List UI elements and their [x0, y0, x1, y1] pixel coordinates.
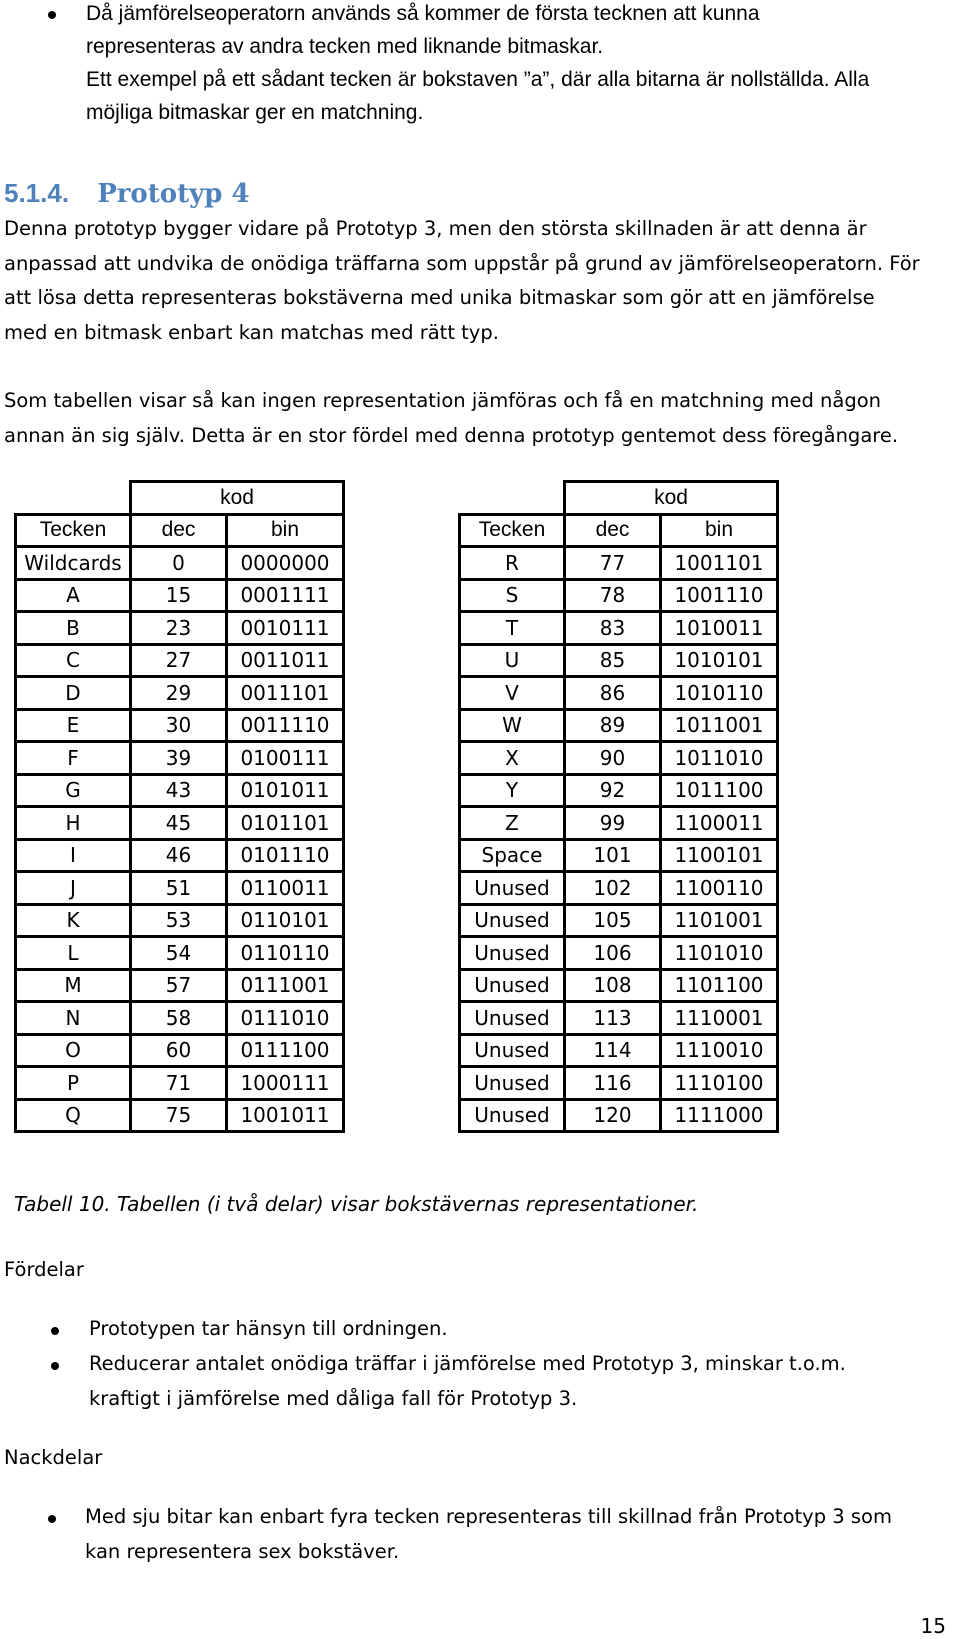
disadvantage-item-1: [85, 1500, 892, 1569]
table-cell-tecken: Unused: [460, 969, 565, 1002]
table-blank-cell: [16, 482, 131, 515]
table-cell-tecken: Unused: [460, 1067, 565, 1100]
page-number: 15: [920, 1614, 946, 1638]
table-group-header: kod: [565, 482, 778, 515]
table-row: [16, 774, 344, 807]
table-cell-bin: 0100111: [227, 742, 344, 775]
table-cell-bin: 1101100: [661, 969, 778, 1002]
table-cell-tecken: I: [16, 839, 131, 872]
table-cell-bin: 1100110: [661, 872, 778, 905]
table-cell-dec: 58: [131, 1002, 227, 1035]
table-cell-dec: 86: [565, 677, 661, 710]
table-row: [16, 1067, 344, 1100]
table-row: [460, 969, 778, 1002]
table-header-bin: bin: [227, 514, 344, 547]
table-cell-bin: 1101010: [661, 937, 778, 970]
table-cell-tecken: Unused: [460, 872, 565, 905]
table-cell-tecken: S: [460, 579, 565, 612]
table-cell-dec: 116: [565, 1067, 661, 1100]
table-cell-bin: 1011100: [661, 774, 778, 807]
table-cell-bin: 0111010: [227, 1002, 344, 1035]
table-cell-dec: 75: [131, 1099, 227, 1132]
table-cell-tecken: Q: [16, 1099, 131, 1132]
table-cell-dec: 29: [131, 677, 227, 710]
table-cell-bin: 1010110: [661, 677, 778, 710]
table-cell-tecken: R: [460, 547, 565, 580]
table-row: [460, 709, 778, 742]
table-cell-bin: 0000000: [227, 547, 344, 580]
table-row: [460, 1002, 778, 1035]
table-cell-bin: 1110010: [661, 1034, 778, 1067]
table-cell-tecken: V: [460, 677, 565, 710]
paragraph-1-line: Denna prototyp bygger vidare på Prototyp 3, men den största skillnaden är att denna är: [4, 217, 867, 240]
table-row: [16, 1002, 344, 1035]
table-cell-dec: 60: [131, 1034, 227, 1067]
table-cell-tecken: G: [16, 774, 131, 807]
table-row: [16, 742, 344, 775]
table-cell-dec: 99: [565, 807, 661, 840]
table-cell-tecken: Unused: [460, 1034, 565, 1067]
table-cell-dec: 108: [565, 969, 661, 1002]
table-cell-bin: 1010101: [661, 644, 778, 677]
table-cell-bin: 0101110: [227, 839, 344, 872]
paragraph-1-line: med en bitmask enbart kan matchas med rätt typ.: [4, 320, 499, 344]
table-cell-dec: 101: [565, 839, 661, 872]
table-cell-bin: 0110110: [227, 937, 344, 970]
table-row: [460, 1099, 778, 1132]
table-cell-dec: 83: [565, 612, 661, 645]
table-cell-dec: 57: [131, 969, 227, 1002]
table-cell-dec: 102: [565, 872, 661, 905]
table-cell-dec: 39: [131, 742, 227, 775]
table-cell-tecken: B: [16, 612, 131, 645]
table-cell-bin: 1011010: [661, 742, 778, 775]
table-cell-bin: 0101011: [227, 774, 344, 807]
advantage-item-2-line: Reducerar antalet onödiga träffar i jämförelse med Prototyp 3, minskar t.o.m.: [89, 1352, 846, 1375]
table-cell-bin: 1001101: [661, 547, 778, 580]
table-cell-dec: 71: [131, 1067, 227, 1100]
table-row: [460, 742, 778, 775]
table-blank-cell: [460, 482, 565, 515]
table-row: [460, 872, 778, 905]
table-row: [460, 807, 778, 840]
table-cell-bin: 1100101: [661, 839, 778, 872]
paragraph-2: [4, 384, 898, 453]
table-cell-dec: 106: [565, 937, 661, 970]
table-row: [460, 644, 778, 677]
advantage-item-2-line: kraftigt i jämförelse med dåliga fall för Prototyp 3.: [89, 1386, 578, 1410]
table-cell-dec: 90: [565, 742, 661, 775]
intro-line-3: Ett exempel på ett sådant tecken är bokstaven ”a”, där alla bitarna är nollställda. Alla: [86, 68, 870, 91]
table-cell-bin: 1001011: [227, 1099, 344, 1132]
advantages-heading: Fördelar: [4, 1258, 84, 1281]
table-row: [460, 937, 778, 970]
table-cell-dec: 23: [131, 612, 227, 645]
table-cell-bin: 1100011: [661, 807, 778, 840]
table-cell-tecken: X: [460, 742, 565, 775]
table-cell-bin: 0101101: [227, 807, 344, 840]
table-cell-dec: 46: [131, 839, 227, 872]
table-cell-dec: 78: [565, 579, 661, 612]
table-cell-bin: 0111100: [227, 1034, 344, 1067]
table-row: [16, 579, 344, 612]
table-cell-dec: 43: [131, 774, 227, 807]
table-row: [16, 839, 344, 872]
table-header-dec: dec: [565, 514, 661, 547]
table-cell-bin: 1110001: [661, 1002, 778, 1035]
table-cell-tecken: D: [16, 677, 131, 710]
table-cell-tecken: O: [16, 1034, 131, 1067]
table-row: [16, 1034, 344, 1067]
table-cell-tecken: L: [16, 937, 131, 970]
table-cell-tecken: A: [16, 579, 131, 612]
table-row: [460, 839, 778, 872]
table-cell-tecken: Unused: [460, 904, 565, 937]
table-cell-tecken: Wildcards: [16, 547, 131, 580]
table-cell-tecken: E: [16, 709, 131, 742]
table-header-dec: dec: [131, 514, 227, 547]
table-row: [16, 872, 344, 905]
table-cell-bin: 0011011: [227, 644, 344, 677]
table-cell-bin: 0111001: [227, 969, 344, 1002]
table-cell-tecken: Space: [460, 839, 565, 872]
table-cell-bin: 1001110: [661, 579, 778, 612]
advantage-item-2: [89, 1347, 846, 1416]
table-row: [16, 937, 344, 970]
paragraph-2-line: Som tabellen visar så kan ingen representation jämföras och få en matchning med någon: [4, 389, 882, 412]
table-cell-tecken: W: [460, 709, 565, 742]
disadvantage-item-1-line: Med sju bitar kan enbart fyra tecken representeras till skillnad från Prototyp 3 som: [85, 1505, 892, 1528]
table-cell-dec: 120: [565, 1099, 661, 1132]
table-cell-bin: 0001111: [227, 579, 344, 612]
table-cell-dec: 30: [131, 709, 227, 742]
section-title: Prototyp 4: [97, 179, 250, 209]
table-cell-tecken: Unused: [460, 1099, 565, 1132]
table-cell-dec: 113: [565, 1002, 661, 1035]
table-cell-dec: 92: [565, 774, 661, 807]
table-cell-tecken: U: [460, 644, 565, 677]
table-caption: Tabell 10. Tabellen (i två delar) visar bokstävernas representationer.: [14, 1192, 699, 1216]
table-cell-bin: 0011110: [227, 709, 344, 742]
table-cell-tecken: P: [16, 1067, 131, 1100]
table-cell-bin: 0110101: [227, 904, 344, 937]
bullet-icon: [51, 1362, 59, 1370]
section-heading: [4, 178, 250, 209]
table-row: [460, 677, 778, 710]
bullet-icon: [48, 1515, 56, 1523]
table-row: [16, 904, 344, 937]
table-row: [460, 579, 778, 612]
table-cell-bin: 1101001: [661, 904, 778, 937]
bullet-icon: [51, 1327, 59, 1335]
table-cell-tecken: Z: [460, 807, 565, 840]
table-group-header: kod: [131, 482, 344, 515]
intro-line-4: möjliga bitmaskar ger en matchning.: [86, 101, 424, 124]
disadvantage-item-1-line: kan representera sex bokstäver.: [85, 1539, 400, 1563]
table-cell-tecken: K: [16, 904, 131, 937]
disadvantages-heading: Nackdelar: [4, 1446, 103, 1469]
table-cell-bin: 1110100: [661, 1067, 778, 1100]
code-table-left: [14, 480, 345, 1133]
table-header-tecken: Tecken: [460, 514, 565, 547]
paragraph-1-line: att lösa detta representeras bokstäverna med unika bitmaskar som gör att en jämförelse: [4, 286, 875, 309]
table-cell-bin: 0010111: [227, 612, 344, 645]
table-header-tecken: Tecken: [16, 514, 131, 547]
table-cell-dec: 77: [565, 547, 661, 580]
table-cell-tecken: Y: [460, 774, 565, 807]
table-cell-bin: 1111000: [661, 1099, 778, 1132]
table-cell-dec: 51: [131, 872, 227, 905]
table-cell-bin: 0011101: [227, 677, 344, 710]
table-cell-dec: 27: [131, 644, 227, 677]
table-cell-bin: 1010011: [661, 612, 778, 645]
bullet-icon: [48, 11, 56, 19]
table-row: [16, 677, 344, 710]
table-cell-dec: 45: [131, 807, 227, 840]
section-number: 5.1.4.: [4, 178, 70, 208]
table-row: [460, 612, 778, 645]
table-cell-dec: 15: [131, 579, 227, 612]
paragraph-2-line: annan än sig själv. Detta är en stor fördel med denna prototyp gentemot dess föregångare.: [4, 423, 899, 447]
table-cell-dec: 53: [131, 904, 227, 937]
table-cell-tecken: N: [16, 1002, 131, 1035]
table-row: [16, 644, 344, 677]
table-cell-tecken: C: [16, 644, 131, 677]
table-cell-bin: 1000111: [227, 1067, 344, 1100]
advantage-item-1: Prototypen tar hänsyn till ordningen.: [89, 1317, 448, 1340]
table-cell-tecken: H: [16, 807, 131, 840]
table-row: [16, 547, 344, 580]
table-row: [460, 904, 778, 937]
table-cell-dec: 54: [131, 937, 227, 970]
intro-line-2: representeras av andra tecken med liknande bitmaskar.: [86, 35, 604, 58]
table-cell-bin: 1011001: [661, 709, 778, 742]
table-cell-tecken: T: [460, 612, 565, 645]
intro-line-1: Då jämförelseoperatorn används så kommer de första tecknen att kunna: [86, 2, 760, 25]
table-row: [16, 969, 344, 1002]
table-cell-tecken: M: [16, 969, 131, 1002]
table-row: [460, 1067, 778, 1100]
table-cell-dec: 0: [131, 547, 227, 580]
table-row: [16, 612, 344, 645]
table-row: [460, 774, 778, 807]
table-row: [460, 1034, 778, 1067]
code-table-right: [458, 480, 779, 1133]
table-cell-tecken: Unused: [460, 1002, 565, 1035]
table-cell-tecken: Unused: [460, 937, 565, 970]
table-cell-dec: 89: [565, 709, 661, 742]
table-cell-dec: 105: [565, 904, 661, 937]
table-row: [16, 807, 344, 840]
intro-bullet-text: [86, 0, 869, 129]
table-cell-bin: 0110011: [227, 872, 344, 905]
table-cell-dec: 85: [565, 644, 661, 677]
table-cell-tecken: J: [16, 872, 131, 905]
paragraph-1: [4, 212, 920, 350]
table-row: [16, 709, 344, 742]
table-cell-tecken: F: [16, 742, 131, 775]
table-row: [16, 1099, 344, 1132]
table-header-bin: bin: [661, 514, 778, 547]
table-row: [460, 547, 778, 580]
table-cell-dec: 114: [565, 1034, 661, 1067]
paragraph-1-line: anpassad att undvika de onödiga träffarna som uppstår på grund av jämförelseoperatorn. För: [4, 251, 920, 275]
